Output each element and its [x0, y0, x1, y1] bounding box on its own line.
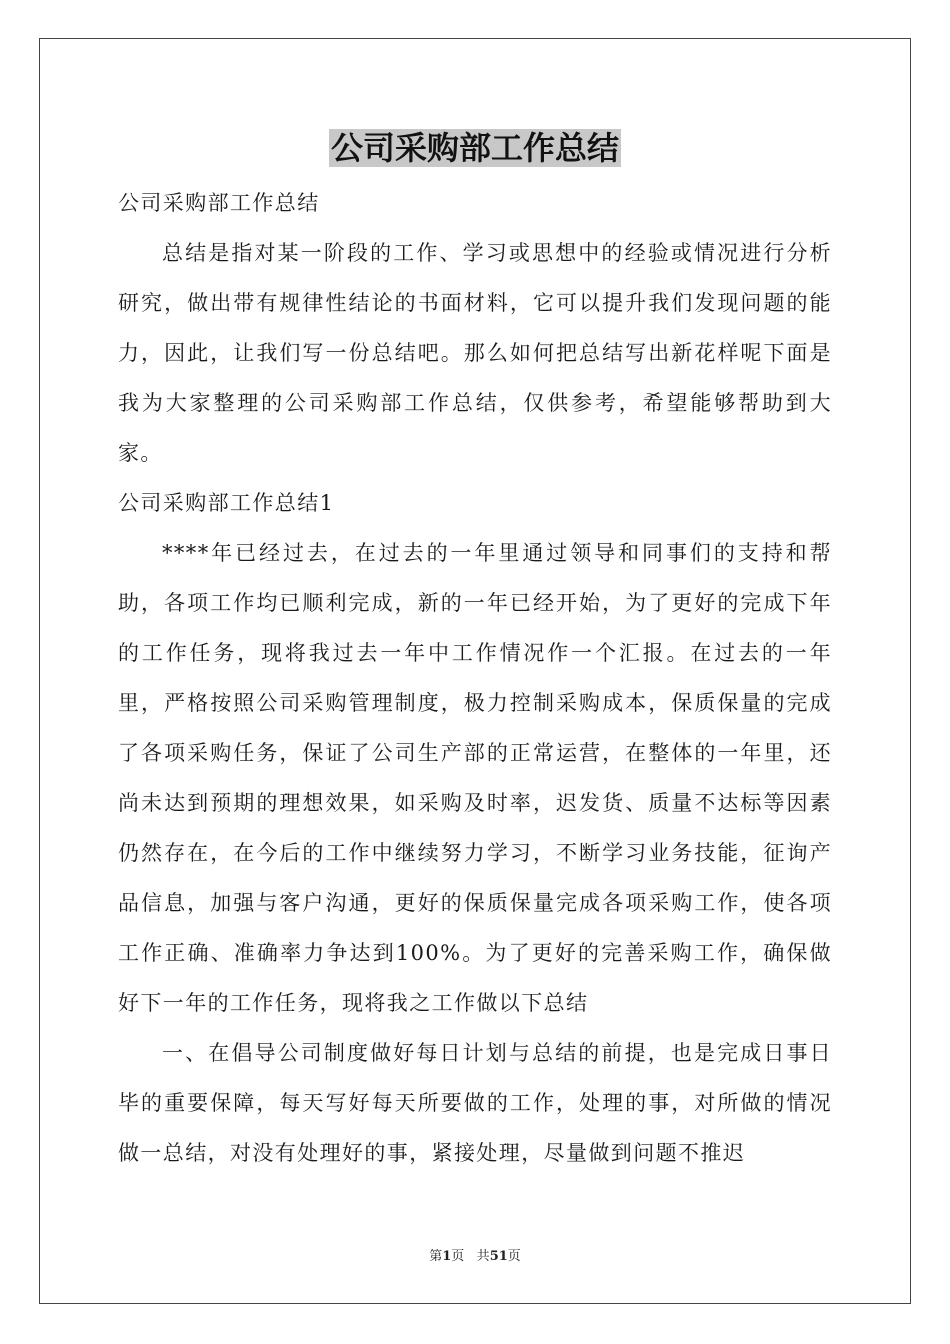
- intro-paragraph: 总结是指对某一阶段的工作、学习或思想中的经验或情况进行分析研究，做出带有规律性结论的书面材料，它可以提升我们发现问题的能力，因此，让我们写一份总结吧。那么如何把总结写出新花样呢下面是我为大家整理的公司采购部工作总结，仅供参考，希望能够帮助到大家。: [118, 241, 832, 465]
- document-title-text: 公司采购部工作总结: [330, 129, 619, 167]
- section-heading: 公司采购部工作总结: [118, 191, 320, 215]
- section-heading: 公司采购部工作总结1: [118, 491, 335, 515]
- total-prefix: 共: [476, 1249, 490, 1264]
- total-suffix: 页: [507, 1249, 521, 1264]
- body-paragraph: ****年已经过去，在过去的一年里通过领导和同事们的支持和帮助，各项工作均已顺利完成，新的一年已经开始，为了更好的完成下年的工作任务，现将我过去一年中工作情况作一个汇报。在过去的一年里，严格按照公司采购管理制度，极力控制采购成本，保质保量的完成了各项采购任务，保证了公司生产部的正常运营，在整体的一年里，还尚未达到预期的理想效果，如采购及时率，迟发货、质量不达标等因素仍然存在，在今后的工作中继续努力学习，不断学习业务技能，征询产品信息，加强与客户沟通，更好的保质保量完成各项采购工作，使各项工作正确、准确率力争达到100%。为了更好的完善采购工作，确保做好下一年的工作任务，现将我之工作做以下总结: [118, 541, 832, 1015]
- document-title: [0, 126, 950, 170]
- body-paragraph: 一、在倡导公司制度做好每日计划与总结的前提，也是完成日事日毕的重要保障，每天写好每天所要做的工作，处理的事，对所做的情况做一总结，对没有处理好的事，紧接处理，尽量做到问题不推迟: [118, 1041, 832, 1165]
- page-number: 1: [442, 1249, 452, 1264]
- page-suffix: 页: [451, 1249, 465, 1264]
- page-prefix: 第: [429, 1249, 443, 1264]
- total-pages: 51: [489, 1249, 508, 1264]
- page-footer: [0, 1248, 950, 1266]
- document-body: [118, 178, 832, 1178]
